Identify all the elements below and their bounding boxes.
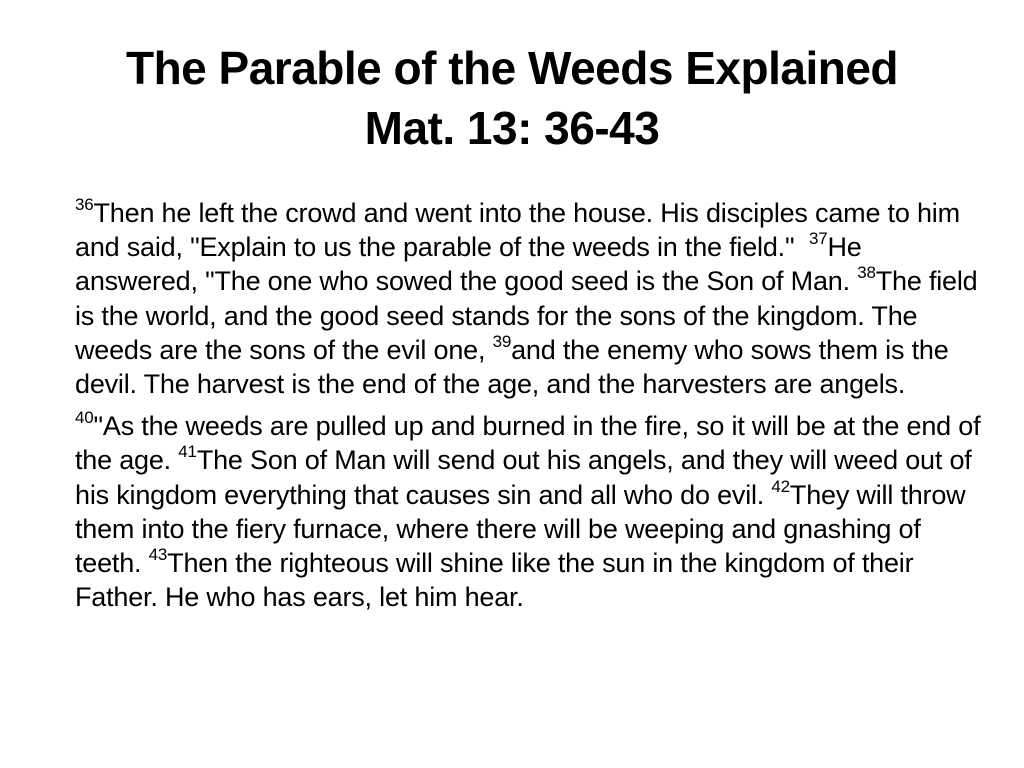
verse-number: 37 (808, 229, 828, 249)
verse-number: 41 (178, 442, 197, 462)
title-line-2: Mat. 13: 36-43 (364, 102, 660, 154)
verse-number: 40 (75, 408, 94, 428)
title-line-1: The Parable of the Weeds Explained (125, 42, 899, 94)
verse-number: 38 (857, 263, 876, 283)
slide-title (60, 38, 964, 158)
verse-text: The Son of Man will send out his angels, and they will weed out of his kingdom everything that causes sin and all who do evil. (75, 445, 972, 510)
verse-text: Then the righteous will shine like the sun in the kingdom of their Father. He who has ears, let him hear. (75, 548, 914, 613)
verse-number: 42 (771, 476, 790, 496)
verse-number: 36 (75, 195, 94, 214)
scripture-body (75, 196, 990, 614)
verse-number: 43 (148, 545, 168, 565)
verse-text: He answered, "The one who sowed the good seed is the Son of Man. (75, 232, 862, 297)
verse-text: Then he left the crowd and went into the house. His disciples came to him and said, "Explain to us the parable of the weeds in the field." (75, 198, 960, 263)
verse-text: They will throw them into the fiery furnace, where there will be weeping and gnashing of teeth. (75, 479, 966, 579)
verse-text: The field is the world, and the good seed stands for the sons of the kingdom. The weeds are the sons of the evil one, (75, 266, 978, 365)
paragraph-1 (75, 196, 990, 401)
verse-number: 39 (492, 331, 512, 351)
verse-text: and the enemy who sows them is the devil. The harvest is the end of the age, and the harvesters are angels. (75, 334, 949, 400)
verse-text: "As the weeds are pulled up and burned in the fire, so it will be at the end of the age. (75, 411, 981, 476)
paragraph-2 (75, 409, 990, 614)
